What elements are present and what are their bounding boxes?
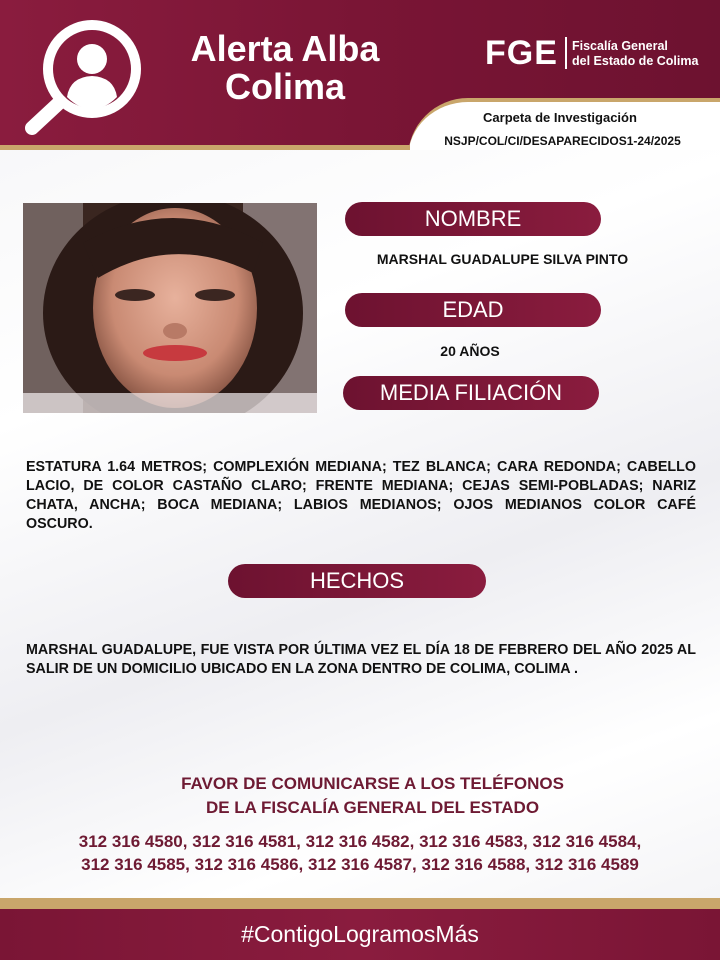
missing-person-photo bbox=[23, 203, 317, 413]
carpeta-label: Carpeta de Investigación bbox=[483, 110, 637, 125]
fge-subtitle-line-2: del Estado de Colima bbox=[572, 54, 699, 68]
fge-separator bbox=[565, 37, 567, 69]
fge-subtitle bbox=[572, 39, 698, 69]
title-line-2: Colima bbox=[224, 66, 346, 107]
header-gold-stripe bbox=[0, 145, 410, 150]
contact-line-2: DE LA FISCALÍA GENERAL DEL ESTADO bbox=[205, 798, 540, 817]
fge-subtitle-line-1: Fiscalía General bbox=[572, 39, 668, 53]
fge-logo-text: FGE bbox=[485, 34, 558, 72]
magnifier-person-icon bbox=[22, 14, 150, 136]
alerta-alba-title bbox=[160, 30, 410, 106]
media-filiacion-label: MEDIA FILIACIÓN bbox=[343, 376, 599, 410]
nombre-value: MARSHAL GUADALUPE SILVA PINTO bbox=[376, 251, 629, 267]
edad-label: EDAD bbox=[345, 293, 601, 327]
nombre-label: NOMBRE bbox=[345, 202, 601, 236]
footer-hashtag: #ContigoLogramosMás bbox=[0, 909, 720, 960]
hechos-text: MARSHAL GUADALUPE, FUE VISTA POR ÚLTIMA VEZ EL DÍA 18 DE FEBRERO DEL AÑO 2025 AL SALIR DE UN DOMICILIO UBICADO EN LA ZONA DENTRO DE COLIMA, COLIMA . bbox=[26, 642, 696, 677]
contact-heading bbox=[0, 772, 720, 820]
phone-numbers: 312 316 4580, 312 316 4581, 312 316 4582, 312 316 4583, 312 316 4584, 312 316 4585, 312 316 4586, 312 316 4587, 312 316 4588, 312 316 4589 bbox=[78, 832, 642, 874]
hechos-label: HECHOS bbox=[228, 564, 486, 598]
edad-value: 20 AÑOS bbox=[440, 343, 500, 359]
header-banner bbox=[0, 0, 720, 150]
photo-portrait bbox=[23, 203, 317, 413]
carpeta-number: NSJP/COL/CI/DESAPARECIDOS1-24/2025 bbox=[444, 134, 681, 148]
media-filiacion-text: ESTATURA 1.64 METROS; COMPLEXIÓN MEDIANA; TEZ BLANCA; CARA REDONDA; CABELLO LACIO, DE COLOR CASTAÑO CLARO; FRENTE MEDIANA; CEJAS SEMI-POBLADAS; NARIZ CHATA, ANCHA; BOCA MEDIANA; LABIOS MEDIANOS; OJOS MEDIANOS COLOR CAFÉ OSCURO. bbox=[26, 459, 696, 532]
contact-line-1: FAVOR DE COMUNICARSE A LOS TELÉFONOS bbox=[181, 774, 564, 793]
footer-gold-stripe bbox=[0, 898, 720, 909]
title-line-1: Alerta Alba bbox=[190, 28, 380, 69]
